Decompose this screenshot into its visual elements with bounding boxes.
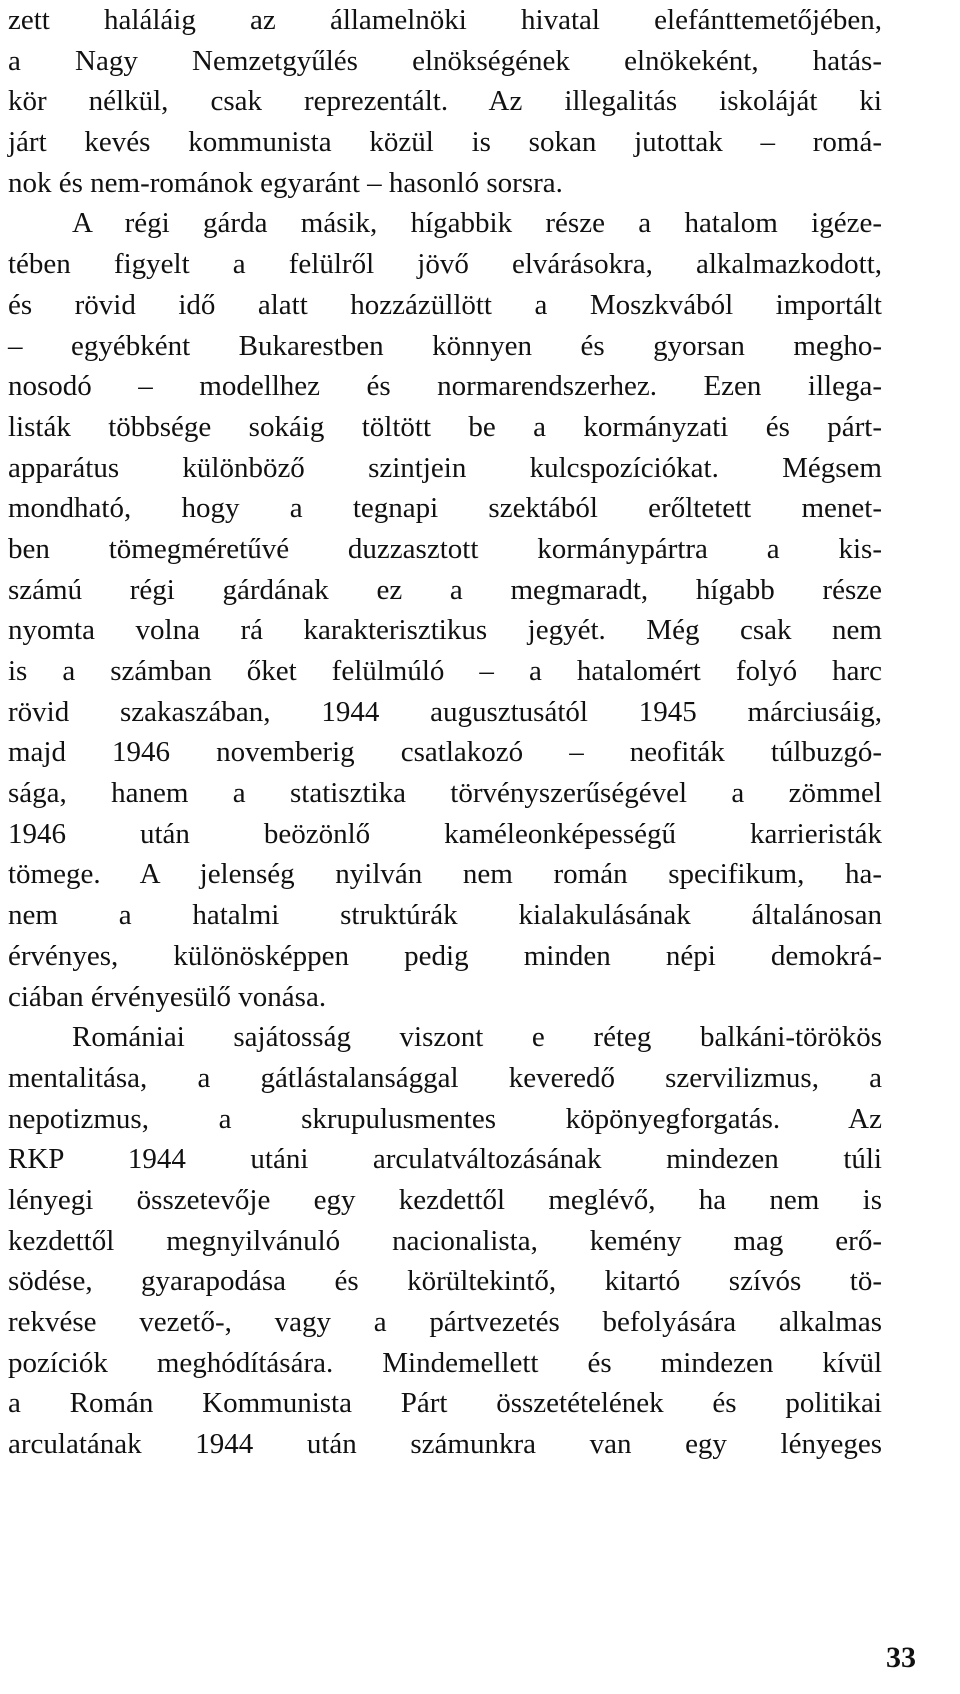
text-line: mentalitása, a gátlástalansággal keveredő szervilizmus, a <box>8 1061 882 1094</box>
text-line: is a számban őket felülmúló – a hatalomért folyó harc <box>8 655 882 687</box>
text-line: járt kevés kommunista közül is sokan jutottak – romá- <box>8 126 882 159</box>
text-line: – egyébként Bukarestben könnyen és gyorsan megho- <box>8 329 882 362</box>
text-line: ben tömegméretűvé duzzasztott kormánypártra a kis- <box>8 532 882 565</box>
text-line: majd 1946 novemberig csatlakozó – neofiták túlbuzgó- <box>8 736 882 769</box>
text-line: pozíciók meghódítására. Mindemellett és mindezen kívül <box>8 1346 882 1379</box>
text-line: RKP 1944 utáni arculatváltozásának mindezen túli <box>8 1143 882 1176</box>
text-line: apparátus különböző szintjein kulcspozíciókat. Mégsem <box>8 451 882 484</box>
text-line: a Román Kommunista Párt összetételének és politikai <box>8 1387 882 1420</box>
text-line: rekvése vezető-, vagy a pártvezetés befolyására alkalmas <box>8 1306 882 1338</box>
text-line: tömege. A jelenség nyilván nem román specifikum, ha- <box>8 858 882 891</box>
text-line: rövid szakaszában, 1944 augusztusától 1945 márciusáig, <box>8 695 882 728</box>
text-line: a Nagy Nemzetgyűlés elnökségének elnökeként, hatás- <box>8 44 882 77</box>
text-line: A régi gárda másik, hígabbik része a hatalom igéze- <box>72 207 882 240</box>
text-line: nyomta volna rá karakterisztikus jegyét. Még csak nem <box>8 614 882 647</box>
text-line: listák többsége sokáig töltött be a kormányzati és párt- <box>8 410 882 443</box>
text-line: mondható, hogy a tegnapi szektából erőltetett menet- <box>8 492 882 525</box>
text-line: számú régi gárdának ez a megmaradt, hígabb része <box>8 573 882 606</box>
page-number: 33 <box>886 1641 916 1674</box>
text-line: nepotizmus, a skrupulusmentes köpönyegforgatás. Az <box>8 1102 882 1135</box>
text-line: érvényes, különösképpen pedig minden népi demokrá- <box>8 939 882 972</box>
text-line: nem a hatalmi struktúrák kialakulásának általánosan <box>8 899 882 932</box>
text-line: és rövid idő alatt hozzázüllött a Moszkvából importált <box>8 288 882 321</box>
text-line: 1946 után beözönlő kaméleonképességű karrieristák <box>8 817 882 850</box>
text-line: nok és nem-románok egyaránt – hasonló sorsra. <box>8 166 563 199</box>
text-line: lényegi összetevője egy kezdettől meglévő, ha nem is <box>8 1183 882 1216</box>
text-line: tében figyelt a felülről jövő elvárásokra, alkalmazkodott, <box>8 248 882 281</box>
document-page <box>8 0 882 1465</box>
paragraph-1 <box>8 0 882 203</box>
text-line: arculatának 1944 után számunkra van egy lényeges <box>8 1428 882 1461</box>
paragraph-3 <box>8 1017 882 1465</box>
text-line: kör nélkül, csak reprezentált. Az illegalitás iskoláját ki <box>8 85 882 118</box>
paragraph-2 <box>8 203 882 1017</box>
text-line: kezdettől megnyilvánuló nacionalista, kemény mag erő- <box>8 1224 882 1257</box>
text-line: sága, hanem a statisztika törvényszerűségével a zömmel <box>8 777 882 810</box>
text-line: nosodó – modellhez és normarendszerhez. Ezen illega- <box>8 370 882 403</box>
text-line: Romániai sajátosság viszont e réteg balkáni-törökös <box>72 1021 882 1054</box>
text-line: södése, gyarapodása és körültekintő, kitartó szívós tö- <box>8 1265 882 1298</box>
text-line: ciában érvényesülő vonása. <box>8 980 327 1013</box>
text-line: zett haláláig az államelnöki hivatal elefánttemetőjében, <box>8 4 882 36</box>
